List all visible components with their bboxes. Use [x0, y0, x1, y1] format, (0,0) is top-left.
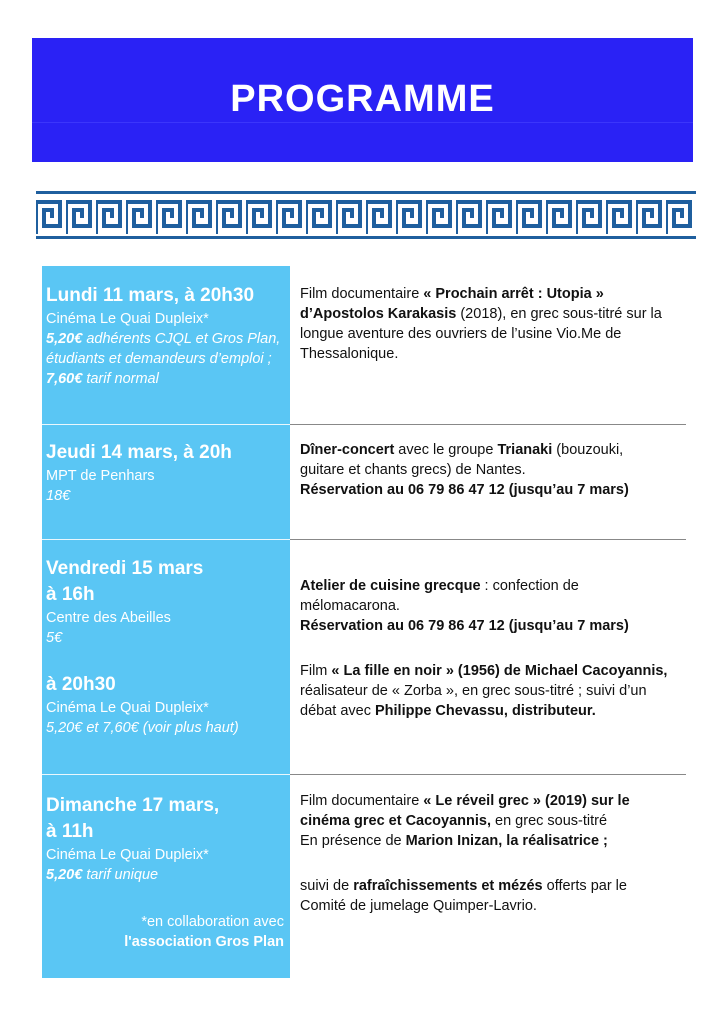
event-2-reservation: Réservation au 06 79 86 47 12 (jusqu’au 7 mars): [300, 482, 629, 498]
event-3-info: [46, 556, 286, 738]
event-2-date: Jeudi 14 mars, à 20h: [46, 442, 232, 463]
event-4-price: 5,20€ tarif unique: [46, 867, 159, 883]
event-3-film: Film « La fille en noir » (1956) de Michael Cacoyannis, réalisateur de « Zorba », en grec sous-titré ; suivi d’un débat avec Philippe Chevassu, distributeur.: [300, 663, 668, 719]
event-3-venue-2: Cinéma Le Quai Dupleix*: [46, 700, 209, 716]
event-4-venue: Cinéma Le Quai Dupleix*: [46, 847, 209, 863]
footnote-line-1: *en collaboration avec: [141, 914, 284, 930]
row-separator: [42, 424, 290, 425]
event-2-price: 18€: [46, 488, 71, 504]
event-3-price-2: 5,20€ et 7,60€ (voir plus haut): [46, 720, 239, 736]
event-4-reception: suivi de rafraîchissements et mézés offerts par le Comité de jumelage Quimper-Lavrio.: [300, 878, 627, 914]
event-4-description: Film documentaire « Le réveil grec » (2019) sur le cinéma grec et Cacoyannis, en grec sous-titré En présence de Marion Inizan, la réalisatrice ;: [300, 793, 630, 849]
event-1-info: [46, 283, 286, 389]
banner-divider: [32, 122, 693, 123]
event-2-venue: MPT de Penhars: [46, 468, 155, 484]
row-separator: [42, 774, 290, 775]
event-1-description: Film documentaire « Prochain arrêt : Utopia » d’Apostolos Karakasis (2018), en grec sous-titré sur la longue aventure des ouvriers de l’usine Vio.Me de Thessalonique.: [300, 286, 662, 362]
event-4-time: à 11h: [46, 821, 94, 842]
event-3-atelier: Atelier de cuisine grecque : confection de mélomacarona. Réservation au 06 79 86 47 12 (jusqu’au 7 mars): [300, 578, 629, 634]
row-separator: [42, 539, 290, 540]
event-3-reservation: Réservation au 06 79 86 47 12 (jusqu’au 7 mars): [300, 618, 629, 634]
event-3-price-1: 5€: [46, 630, 63, 646]
event-2-info: [46, 440, 286, 506]
event-1-venue: Cinéma Le Quai Dupleix*: [46, 311, 209, 327]
event-1-date: Lundi 11 mars, à 20h30: [46, 285, 255, 306]
event-4-info: [46, 793, 286, 885]
row-separator: [290, 424, 686, 425]
event-3-time-2: à 20h30: [46, 674, 116, 695]
event-4-date: Dimanche 17 mars,: [46, 795, 220, 816]
row-separator: [290, 774, 686, 775]
footnote: [42, 912, 284, 952]
footnote-line-2: l'association Gros Plan: [124, 934, 284, 950]
row-separator: [290, 539, 686, 540]
event-3-date: Vendredi 15 mars: [46, 558, 204, 579]
event-1-price: 5,20€ adhérents CJQL et Gros Plan, étudiants et demandeurs d’emploi ; 7,60€ tarif normal: [46, 331, 281, 387]
page-title: PROGRAMME: [230, 77, 495, 120]
greek-key-border-icon: [36, 190, 696, 240]
event-2-description: Dîner-concert avec le groupe Trianaki (bouzouki, guitare et chants grecs) de Nantes. Réservation au 06 79 86 47 12 (jusqu’au 7 mars): [300, 442, 629, 498]
event-3-time-1: à 16h: [46, 584, 95, 605]
event-3-venue-1: Centre des Abeilles: [46, 610, 171, 626]
title-banner: [32, 38, 693, 162]
